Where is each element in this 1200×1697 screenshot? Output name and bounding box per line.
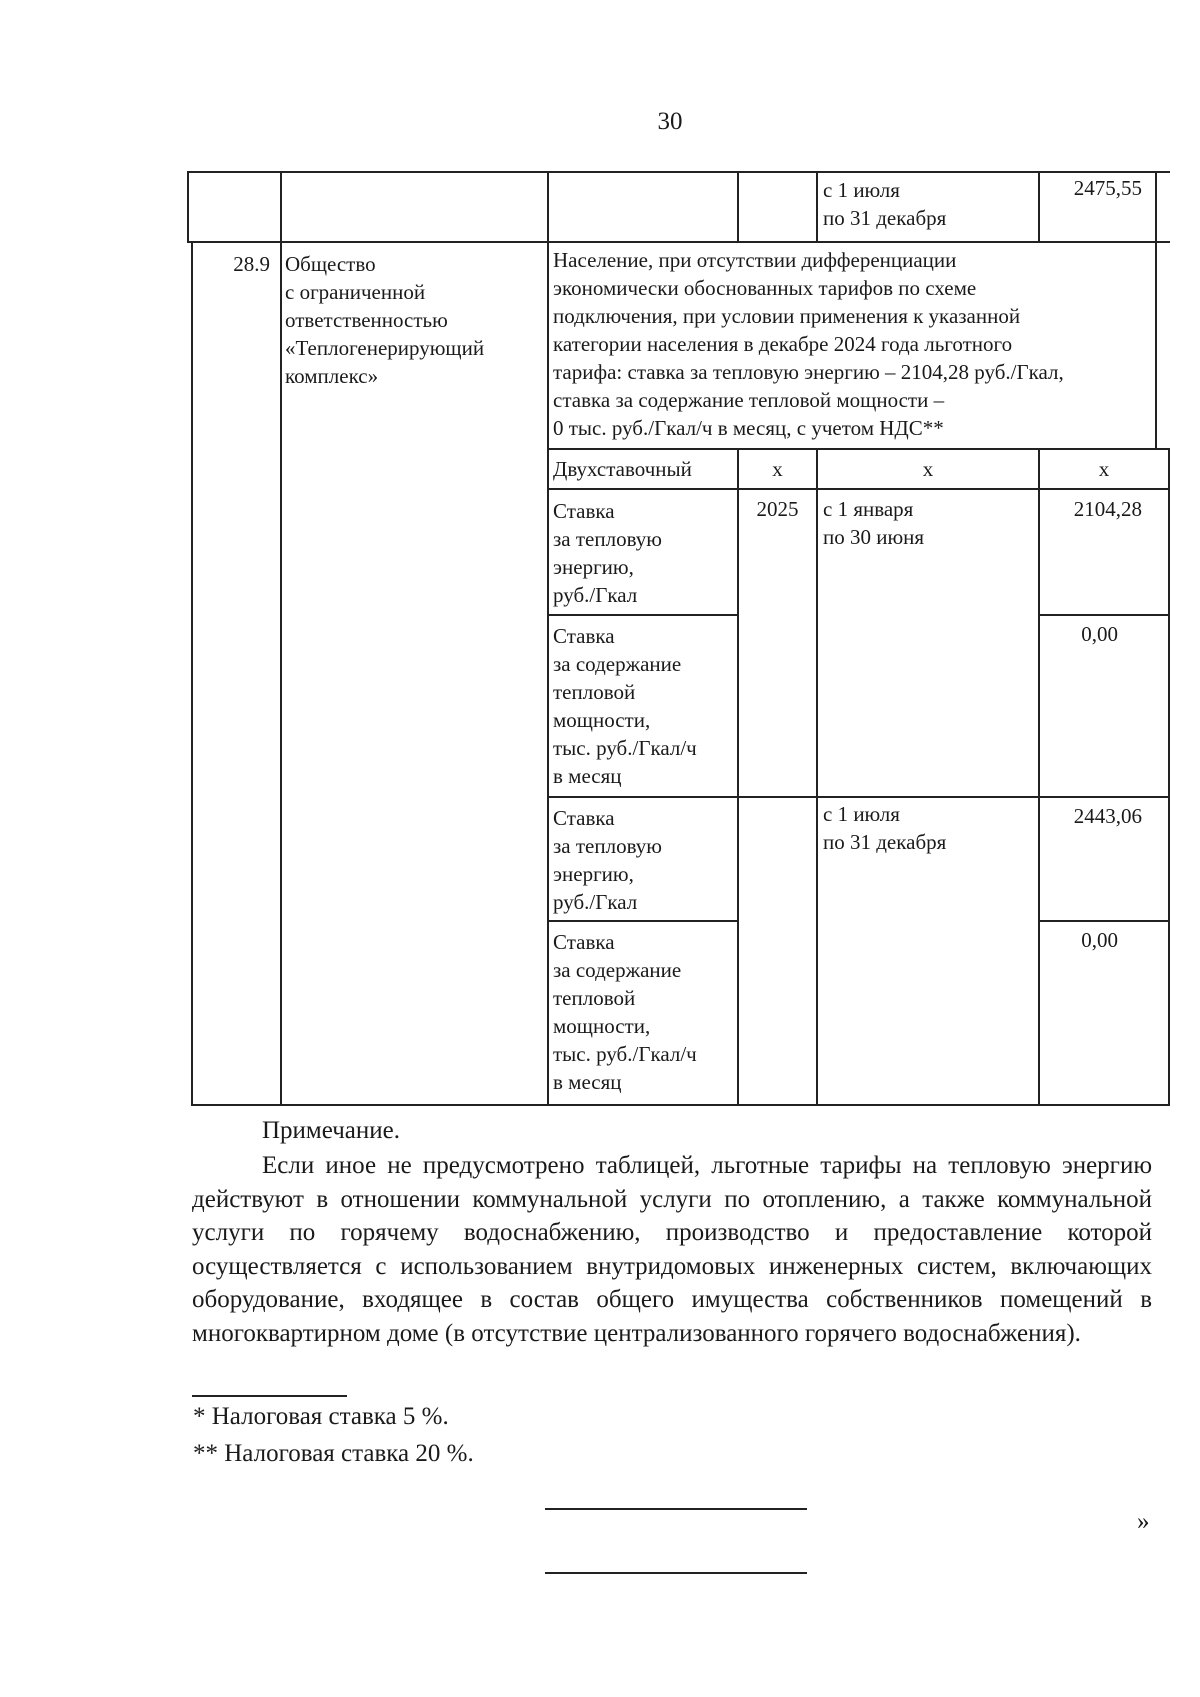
table-rule — [1155, 171, 1157, 243]
table-rule — [547, 488, 1170, 490]
table-rule — [187, 171, 189, 243]
table-rule — [191, 1104, 1170, 1106]
table-rule — [737, 171, 739, 243]
table-rule — [547, 448, 1170, 450]
table-rule — [1038, 614, 1170, 616]
organization-name: Общество с ограниченной ответственностью «Теплогенерирующий комплекс» — [285, 252, 485, 388]
entry-number: 28.9 — [233, 252, 270, 276]
tariff-type-value: х — [1098, 457, 1110, 481]
note-title: Примечание. — [262, 1117, 401, 1144]
rate-label: Ставка за тепловую энергию, руб./Гкал — [553, 499, 662, 607]
closing-quote: » — [1137, 1508, 1150, 1535]
table-rule — [816, 448, 818, 1105]
footnote-rule — [192, 1395, 347, 1397]
tariff-type-year: х — [772, 457, 783, 481]
rate-value: 2104,28 — [1073, 497, 1142, 521]
table-rule — [547, 920, 737, 922]
tariff-year: 2025 — [756, 497, 799, 521]
rate-label: Ставка за тепловую энергию, руб./Гкал — [553, 806, 662, 914]
table-rule — [187, 241, 1170, 243]
table-rule — [1168, 448, 1170, 1105]
table-rule — [547, 614, 737, 616]
footnote: ** Налоговая ставка 20 %. — [193, 1440, 474, 1467]
top-row-period: с 1 июля по 31 декабря — [823, 178, 947, 230]
signature-line — [545, 1508, 807, 1510]
table-rule — [187, 171, 1170, 173]
table-rule — [816, 171, 818, 243]
table-rule — [191, 241, 193, 1105]
table-rule — [1038, 920, 1170, 922]
footnote: * Налоговая ставка 5 %. — [193, 1403, 449, 1430]
rate-value: 0,00 — [1081, 928, 1118, 952]
signature-line — [545, 1572, 807, 1574]
tariff-type: Двухставочный — [553, 457, 692, 481]
period-first-half: с 1 января по 30 июня — [823, 497, 925, 549]
table-rule — [1038, 448, 1040, 1105]
rate-value: 0,00 — [1081, 622, 1118, 646]
tariff-type-period: х — [922, 457, 934, 481]
table-rule — [547, 171, 549, 1105]
note-text: Если иное не предусмотрено таблицей, льготные тарифы на тепловую энергию действуют в отношении коммунальной услуги по отоплению, а также коммунальной услуги по горячему водоснабжению, производство и предоставление которой осуществляется с использованием внутридомовых инженерных систем, включающих оборудование, входящее в состав общего имущества собственников помещений в многоквартирном доме (в отсутствие централизованного горячего водоснабжения). — [192, 1152, 1152, 1347]
top-row-value: 2475,55 — [1073, 176, 1142, 200]
period-second-half: с 1 июля по 31 декабря — [823, 802, 947, 854]
rate-label: Ставка за содержание тепловой мощности, тыс. руб./Гкал/ч в месяц — [553, 930, 697, 1094]
table-rule — [1038, 171, 1040, 243]
consumer-category: Население, при отсутствии дифференциации экономически обоснованных тарифов по схеме подключения, при условии применения к указанной категории населения в декабре 2024 года льготного тарифа: ставка за тепловую энергию – 2104,28 руб./Гкал, ставка за содержание тепловой мощности – 0 тыс. руб./Гкал/ч в месяц, с учетом НДС** — [553, 248, 1064, 440]
table-rule — [737, 448, 739, 1105]
table-rule — [547, 796, 1170, 798]
page-number: 30 — [657, 108, 683, 135]
rate-label: Ставка за содержание тепловой мощности, тыс. руб./Гкал/ч в месяц — [553, 624, 697, 788]
rate-value: 2443,06 — [1073, 804, 1142, 828]
table-rule — [280, 171, 282, 1105]
